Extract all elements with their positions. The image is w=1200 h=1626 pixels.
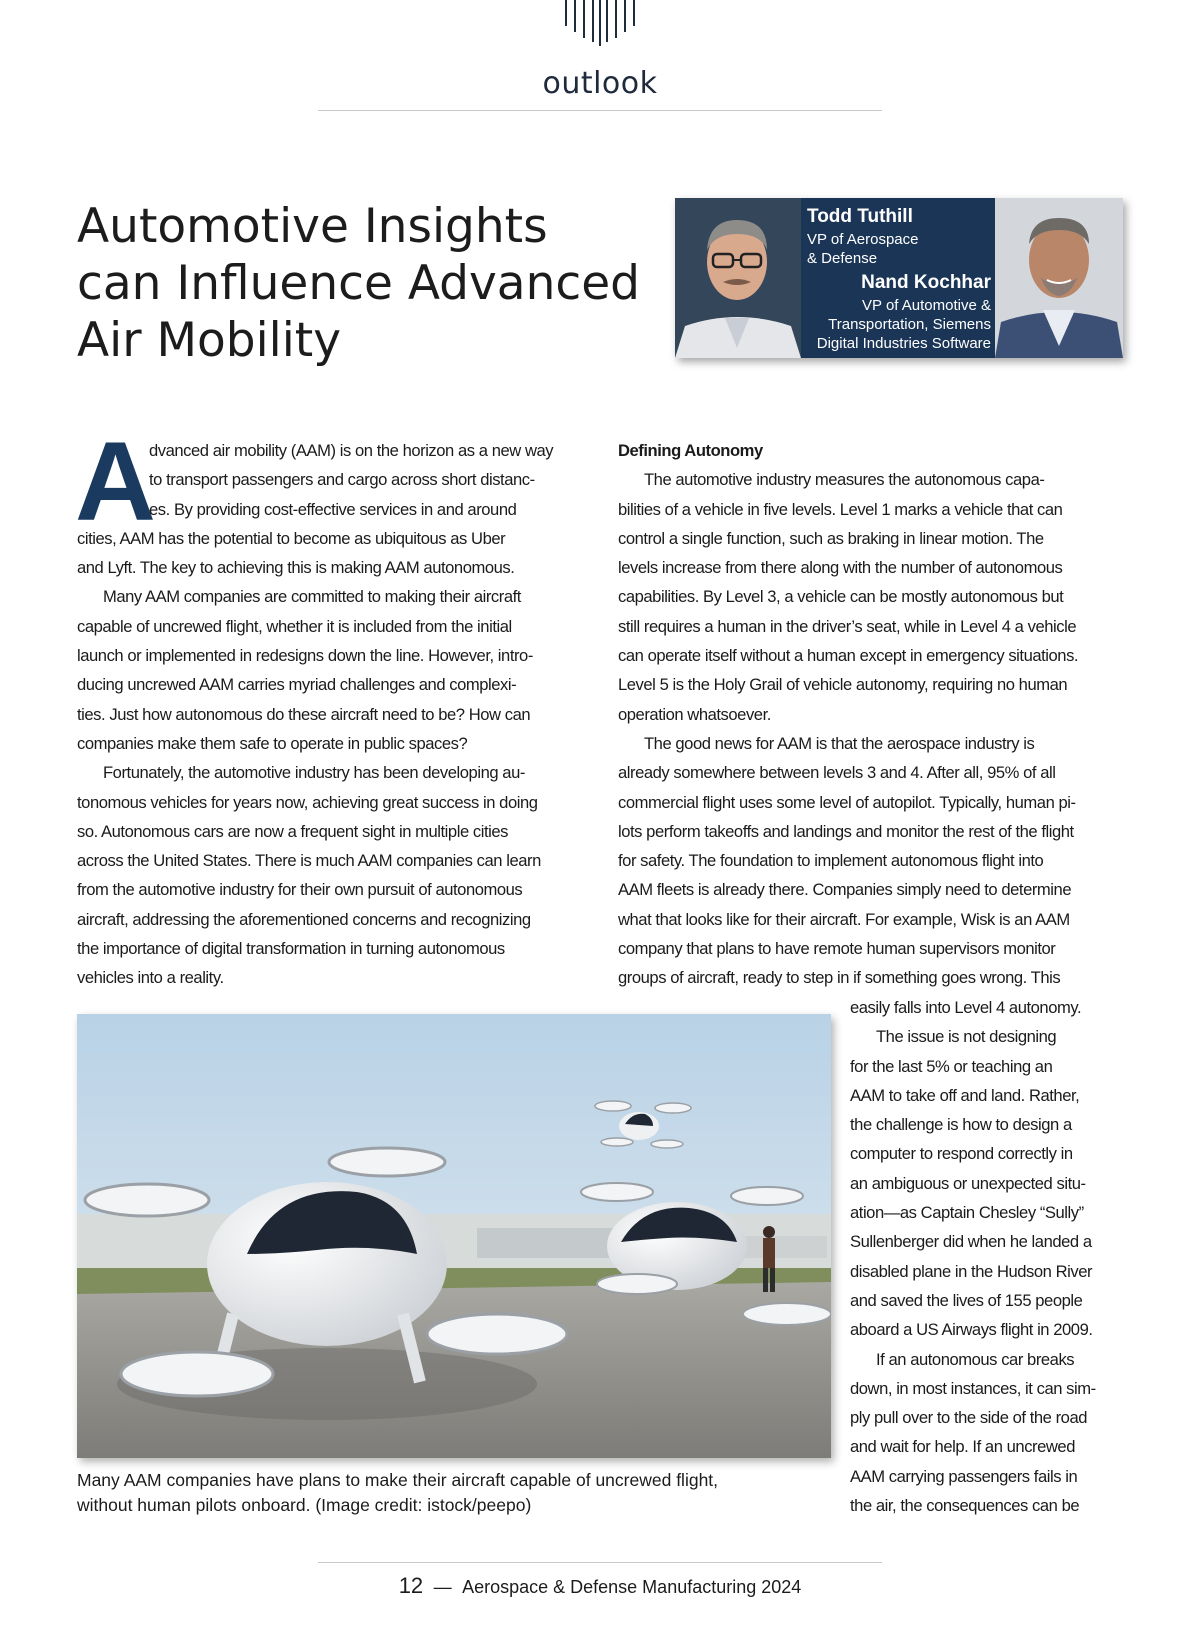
body-line: If an autonomous car breaks <box>876 1349 1075 1369</box>
headline-line: Air Mobility <box>77 313 342 368</box>
body-line: the importance of digital transformation in turning autonomous <box>77 939 505 959</box>
body-line: Level 5 is the Holy Grail of vehicle autonomy, requiring no human <box>618 675 1068 695</box>
body-line: AAM carrying passengers fails in <box>850 1466 1078 1486</box>
caption-line: without human pilots onboard. (Image credit: istock/peepo) <box>77 1495 532 1515</box>
body-line: across the United States. There is much AAM companies can learn <box>77 851 541 871</box>
body-line: and wait for help. If an uncrewed <box>850 1437 1075 1457</box>
author-title <box>807 230 987 268</box>
author-portrait-nand-kochhar <box>995 198 1123 358</box>
body-line: computer to respond correctly in <box>850 1144 1073 1164</box>
body-line: and saved the lives of 155 people <box>850 1290 1083 1310</box>
body-line: tonomous vehicles for years now, achieving great success in doing <box>77 792 538 812</box>
body-line: can operate itself without a human except in emergency situations. <box>618 646 1079 666</box>
article-photo-evtol-aircraft <box>77 1014 831 1458</box>
body-line: to transport passengers and cargo across short distanc- <box>149 470 535 490</box>
body-line: disabled plane in the Hudson River <box>850 1261 1093 1281</box>
footer-separator: — <box>433 1577 452 1597</box>
body-column-narrow <box>850 993 1130 1520</box>
body-line: ties. Just how autonomous do these aircraft need to be? How can <box>77 704 531 724</box>
body-line: easily falls into Level 4 autonomy. <box>850 998 1082 1017</box>
author-title-line: VP of Aerospace <box>807 231 919 248</box>
author-name: Nand Kochhar <box>861 272 991 293</box>
body-line: bilities of a vehicle in five levels. Level 1 marks a vehicle that can <box>618 499 1063 519</box>
body-column-left <box>75 419 587 993</box>
body-line: ply pull over to the side of the road <box>850 1408 1088 1428</box>
author-title-line: VP of Automotive & <box>862 297 991 314</box>
body-column-right <box>618 436 1128 993</box>
page-footer <box>0 1573 1200 1599</box>
body-line: and Lyft. The key to achieving this is making AAM autonomous. <box>77 558 515 578</box>
bottom-divider <box>318 1562 882 1563</box>
body-line: levels increase from there along with the number of autonomous <box>618 558 1063 578</box>
section-label: outlook <box>542 66 658 101</box>
headline-line: can Influence Advanced <box>77 256 640 311</box>
body-line: for the last 5% or teaching an <box>850 1056 1053 1076</box>
body-line: what that looks like for their aircraft. For example, Wisk is an AAM <box>618 909 1070 929</box>
masthead-lines-decoration <box>560 0 640 46</box>
body-line: Sullenberger did when he landed a <box>850 1232 1092 1252</box>
body-line: groups of aircraft, ready to step in if something goes wrong. This <box>618 968 1061 988</box>
body-line: es. By providing cost-effective services in and around <box>149 499 517 519</box>
body-line: dvanced air mobility (AAM) is on the horizon as a new way <box>149 441 554 460</box>
body-line: ation—as Captain Chesley “Sully” <box>850 1203 1084 1223</box>
headline-line: Automotive Insights <box>77 199 548 254</box>
section-subhead: Defining Autonomy <box>618 441 763 460</box>
author-name: Todd Tuthill <box>807 206 913 227</box>
body-line: AAM fleets is already there. Companies simply need to determine <box>618 880 1072 900</box>
author-names-panel <box>801 198 995 358</box>
body-line: an ambiguous or unexpected situ- <box>850 1173 1086 1193</box>
body-line: The issue is not designing <box>876 1027 1057 1047</box>
body-line: vehicles into a reality. <box>77 968 224 988</box>
body-line: cities, AAM has the potential to become as ubiquitous as Uber <box>77 528 506 548</box>
body-line: the challenge is how to design a <box>850 1115 1072 1135</box>
body-line: The automotive industry measures the autonomous capa- <box>644 470 1045 490</box>
publication-name: Aerospace & Defense Manufacturing 2024 <box>462 1577 802 1597</box>
body-line: aircraft, addressing the aforementioned concerns and recognizing <box>77 909 531 929</box>
body-line: ducing uncrewed AAM carries myriad challenges and complexi- <box>77 675 517 695</box>
body-line: down, in most instances, it can sim- <box>850 1378 1096 1398</box>
body-line: the air, the consequences can be <box>850 1496 1080 1516</box>
photo-caption <box>77 1468 817 1518</box>
author-title-line: Transportation, Siemens <box>828 316 991 333</box>
body-line: control a single function, such as braking in linear motion. The <box>618 528 1044 548</box>
body-line: from the automotive industry for their own pursuit of autonomous <box>77 880 523 900</box>
body-line: Many AAM companies are committed to making their aircraft <box>103 587 521 607</box>
body-line: already somewhere between levels 3 and 4. After all, 95% of all <box>618 763 1056 783</box>
body-line: The good news for AAM is that the aerospace industry is <box>644 733 1035 753</box>
drop-cap: A <box>75 419 156 544</box>
author-title-line: Digital Industries Software <box>816 335 991 352</box>
body-line: still requires a human in the driver’s seat, while in Level 4 a vehicle <box>618 616 1077 636</box>
page-number: 12 <box>398 1573 424 1598</box>
body-line: capable of uncrewed flight, whether it is included from the initial <box>77 616 512 636</box>
body-line: so. Autonomous cars are now a frequent sight in multiple cities <box>77 821 508 841</box>
body-line: AAM to take off and land. Rather, <box>850 1085 1080 1105</box>
body-line: company that plans to have remote human supervisors monitor <box>618 939 1056 959</box>
body-line: for safety. The foundation to implement autonomous flight into <box>618 851 1044 871</box>
top-divider <box>318 110 882 111</box>
caption-line: Many AAM companies have plans to make their aircraft capable of uncrewed flight, <box>77 1470 719 1490</box>
author-title-line: & Defense <box>807 250 878 267</box>
body-line: aboard a US Airways flight in 2009. <box>850 1320 1093 1340</box>
author-portrait-todd-tuthill <box>675 198 801 358</box>
body-line: commercial flight uses some level of autopilot. Typically, human pi- <box>618 792 1076 812</box>
body-line: Fortunately, the automotive industry has been developing au- <box>103 763 525 783</box>
body-line: capabilities. By Level 3, a vehicle can be mostly autonomous but <box>618 587 1064 607</box>
body-line: companies make them safe to operate in public spaces? <box>77 733 468 753</box>
body-line: operation whatsoever. <box>618 704 771 724</box>
article-headline <box>77 198 657 369</box>
author-title <box>801 296 991 353</box>
body-line: lots perform takeoffs and landings and monitor the rest of the flight <box>618 821 1074 841</box>
body-line: launch or implemented in redesigns down the line. However, intro- <box>77 646 533 666</box>
author-box <box>675 198 1123 358</box>
